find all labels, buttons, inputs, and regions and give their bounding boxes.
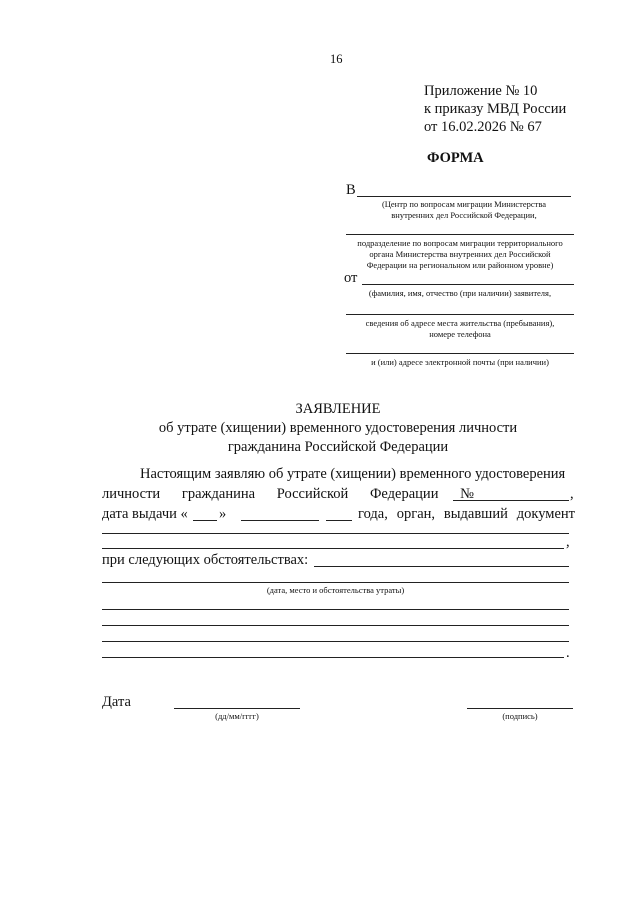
to-prefix: В [346,182,356,198]
document-title [100,400,576,457]
body-line-2-word-3: Российской [276,486,349,502]
date-field[interactable] [174,708,300,709]
document-number-field[interactable] [453,500,569,501]
signature-field[interactable] [467,708,573,709]
page-number: 16 [330,52,343,66]
email-line[interactable] [346,353,574,354]
comma-1: , [570,486,574,502]
subdivision-caption-1: подразделение по вопросам миграции территориального [357,238,563,248]
appendix-line-1: Приложение № 10 [424,83,538,99]
subdivision-caption [340,238,580,271]
from-caption: (фамилия, имя, отчество (при наличии) заявителя, [368,288,552,298]
circumstances-label: при следующих обстоятельствах: [102,552,309,568]
circumstances-line-2[interactable] [102,609,569,610]
title-line-3: гражданина Российской Федерации [227,439,449,455]
issue-year-field[interactable] [326,520,352,521]
authority-line-2[interactable] [102,548,564,549]
subdivision-caption-2: органа Министерства внутренних дел Российской [369,249,551,259]
title-line-1: ЗАЯВЛЕНИЕ [295,401,381,417]
circumstances-line-4[interactable] [102,641,569,642]
circumstances-caption: (дата, место и обстоятельства утраты) [266,585,405,595]
appendix-line-3: от 16.02.2026 № 67 [424,119,542,135]
body-line-1: Настоящим заявляю об утрате (хищении) временного удостоверения [140,466,566,482]
subdivision-line[interactable] [346,234,574,235]
date-caption: (дд/мм/гггг) [215,711,259,721]
from-line[interactable] [362,284,574,285]
final-period: . [566,645,570,661]
date-label: Дата [102,694,131,710]
body-line-2-word-1: личности [102,486,161,502]
issuing-authority-label [358,506,575,523]
address-caption [346,318,574,340]
circumstances-line-5[interactable] [102,657,564,658]
to-caption-1: (Центр по вопросам миграции Министерства [381,199,547,209]
to-line[interactable] [357,196,571,197]
issue-date-quote-close: » [219,506,227,522]
subdivision-caption-3: Федерации на региональном или районном уровне) [366,260,554,270]
body-line-2-number-sign: № [460,486,474,502]
title-line-2: об утрате (хищении) временного удостоверения личности [158,420,518,436]
address-line[interactable] [346,314,574,315]
from-prefix: от [344,270,358,286]
issuing-authority-text: года, орган, выдавший документ [358,506,575,522]
circumstances-line-1[interactable] [102,582,569,583]
appendix-line-2: к приказу МВД России [424,101,567,117]
body-line-2-word-2: гражданина [181,486,256,502]
signature-caption: (подпись) [502,711,538,721]
circumstances-line-3[interactable] [102,625,569,626]
body-line-2 [102,486,474,503]
issue-month-field[interactable] [241,520,319,521]
issue-day-field[interactable] [193,520,217,521]
email-caption: и (или) адресе электронной почты (при наличии) [371,357,549,367]
to-caption-2: внутренних дел Российской Федерации, [391,210,537,220]
authority-line-1[interactable] [102,533,569,534]
form-label: ФОРМА [427,150,484,166]
address-caption-1: сведения об адресе места жительства (пребывания), [365,318,555,328]
circumstances-field[interactable] [314,566,569,567]
appendix-reference [424,82,566,136]
address-caption-2: номере телефона [429,329,491,339]
to-caption [357,199,571,221]
issue-date-prefix: дата выдачи « [102,506,188,522]
comma-2: , [566,534,570,550]
body-line-2-word-4: Федерации [369,486,439,502]
